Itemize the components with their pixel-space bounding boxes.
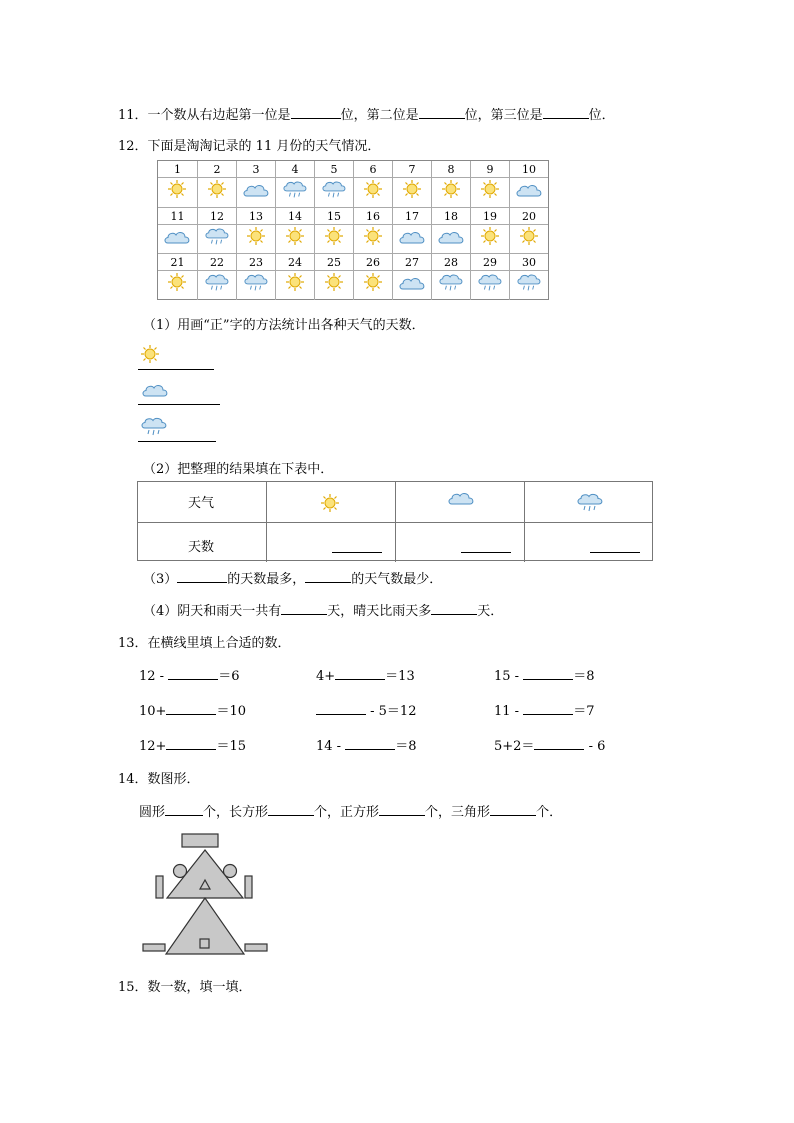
question-12-title (118, 135, 380, 154)
question-text: 下面是淘淘记录的 11 月份的天气情况． (147, 139, 381, 154)
question-text: （3） (143, 572, 178, 587)
calendar-day (158, 208, 197, 254)
figure-rectangle (245, 876, 252, 898)
day-number: 17 (393, 209, 431, 225)
cloud-icon (437, 228, 465, 250)
cloud-icon (242, 181, 270, 203)
sun-icon (363, 179, 383, 203)
answer-blank[interactable] (168, 667, 218, 680)
calendar-day (197, 208, 236, 254)
equation: 14 - ＝8 (316, 739, 417, 754)
equation: 12 - ＝6 (139, 669, 240, 684)
question-text: 位． (588, 108, 615, 123)
sun-icon (320, 493, 340, 517)
shape-count-line: 圆形 个，长方形 个，正方形 个，三角形 个． (139, 805, 563, 820)
question-number: 13． (118, 636, 148, 651)
rain-icon (322, 179, 346, 205)
day-number: 11 (158, 209, 197, 225)
equation: 5+2＝ - 6 (494, 739, 606, 754)
table-row (138, 522, 652, 562)
sun-icon (363, 226, 383, 250)
day-number: 20 (510, 209, 548, 225)
sun-icon (324, 272, 344, 296)
sun-icon (324, 226, 344, 250)
calendar-day (275, 208, 314, 254)
equation: - 5＝12 (316, 700, 416, 719)
calendar-day (314, 161, 353, 207)
sun-icon (285, 226, 305, 250)
sun-icon (519, 226, 539, 250)
calendar-day (509, 254, 548, 300)
day-number: 16 (354, 209, 392, 225)
question-text: 数图形． (147, 772, 200, 787)
table-cell (524, 522, 653, 562)
calendar-day (392, 208, 431, 254)
calendar-day (158, 254, 197, 300)
day-number: 27 (393, 255, 431, 271)
calendar-row (158, 161, 548, 207)
sun-icon (167, 272, 187, 296)
question-text: 的天气数最少． (351, 572, 443, 587)
day-number: 9 (471, 162, 509, 178)
calendar-day (470, 161, 509, 207)
sun-icon (441, 179, 461, 203)
day-number: 1 (158, 162, 197, 178)
equation: 15 - ＝8 (494, 669, 595, 684)
sun-icon (480, 179, 500, 203)
sub-question-1: （1）用画“正”字的方法统计出各种天气的天数． (143, 318, 425, 333)
calendar-day (392, 161, 431, 207)
day-number: 28 (432, 255, 470, 271)
sun-icon (140, 344, 160, 364)
tally-line-sun[interactable] (138, 369, 214, 370)
day-number: 24 (276, 255, 314, 271)
answer-blank[interactable] (305, 570, 351, 583)
table-cell (395, 482, 524, 522)
table-cell (266, 522, 395, 562)
rain-icon (439, 272, 463, 298)
answer-blank[interactable] (534, 737, 584, 750)
day-number: 19 (471, 209, 509, 225)
day-number: 12 (198, 209, 236, 225)
equation: 10+ ＝10 (139, 704, 246, 719)
calendar-day (236, 161, 275, 207)
day-number: 26 (354, 255, 392, 271)
question-number: 11． (118, 108, 148, 123)
question-text: 的天数最多， (227, 572, 306, 587)
day-number: 15 (315, 209, 353, 225)
calendar-day (197, 161, 236, 207)
rain-icon (141, 416, 167, 438)
tally-line-rain[interactable] (138, 441, 216, 442)
cloud-icon (141, 382, 169, 398)
table-header-cell (138, 522, 266, 562)
answer-blank[interactable] (461, 552, 511, 553)
calendar-day (431, 208, 470, 254)
equation: 12+ ＝15 (139, 739, 246, 754)
day-number: 23 (237, 255, 275, 271)
day-number: 3 (237, 162, 275, 178)
answer-blank[interactable] (523, 667, 573, 680)
rain-icon (244, 272, 268, 298)
question-text: 天，晴天比雨天多 (327, 604, 432, 619)
question-11 (118, 104, 615, 123)
shape-figure (140, 830, 270, 962)
day-number: 21 (158, 255, 197, 271)
calendar-day (353, 208, 392, 254)
equation: 4+ ＝13 (316, 669, 415, 684)
sun-icon (363, 272, 383, 296)
question-text: 位，第二位是 (340, 108, 419, 123)
calendar-day (275, 254, 314, 300)
calendar-row (158, 253, 548, 300)
rain-icon (577, 492, 603, 518)
tally-line-cloud[interactable] (138, 404, 220, 405)
figure-triangle (166, 898, 244, 954)
question-text: 位，第三位是 (464, 108, 543, 123)
day-number: 30 (510, 255, 548, 271)
day-number: 13 (237, 209, 275, 225)
day-number: 8 (432, 162, 470, 178)
equation: 11 - ＝7 (494, 704, 595, 719)
table-row (138, 482, 652, 523)
table-cell (266, 482, 395, 522)
question-13-title (118, 632, 291, 651)
day-number: 7 (393, 162, 431, 178)
answer-blank[interactable] (281, 602, 327, 615)
question-text: 数一数，填一填． (147, 980, 252, 995)
figure-rectangle (245, 944, 267, 951)
question-15-title (118, 976, 252, 995)
sub-question-2: （2）把整理的结果填在下表中． (143, 462, 334, 477)
rain-icon (517, 272, 541, 298)
calendar-day (236, 254, 275, 300)
sun-icon (480, 226, 500, 250)
rain-icon (205, 226, 229, 252)
day-number: 2 (198, 162, 236, 178)
rain-icon (478, 272, 502, 298)
calendar-day (431, 161, 470, 207)
question-number: 12． (118, 139, 148, 154)
weather-calendar (157, 160, 549, 300)
question-number: 15． (118, 980, 148, 995)
calendar-day (353, 254, 392, 300)
question-14-title (118, 768, 200, 787)
cloud-icon (447, 490, 475, 510)
answer-blank[interactable] (165, 803, 203, 816)
day-number: 29 (471, 255, 509, 271)
calendar-day (392, 254, 431, 300)
table-header-cell (138, 482, 266, 522)
day-number: 6 (354, 162, 392, 178)
question-text: （4）阴天和雨天一共有 (143, 604, 282, 619)
rain-icon (283, 179, 307, 205)
answer-blank[interactable] (335, 667, 385, 680)
table-cell (524, 482, 653, 522)
day-number: 14 (276, 209, 314, 225)
calendar-day (509, 161, 548, 207)
day-number: 18 (432, 209, 470, 225)
calendar-day (431, 254, 470, 300)
answer-blank[interactable] (177, 570, 227, 583)
calendar-day (236, 208, 275, 254)
question-number: 14． (118, 772, 148, 787)
table-label: 天气 (188, 496, 215, 511)
answer-blank[interactable] (316, 702, 366, 715)
calendar-day (509, 208, 548, 254)
calendar-row (158, 207, 548, 254)
day-number: 4 (276, 162, 314, 178)
answer-blank[interactable] (268, 803, 314, 816)
rain-icon (205, 272, 229, 298)
answer-blank[interactable] (166, 737, 216, 750)
calendar-day (314, 208, 353, 254)
calendar-day (158, 161, 197, 207)
sub-question-4 (143, 600, 503, 619)
figure-rectangle (143, 944, 165, 951)
answer-blank[interactable] (332, 552, 382, 553)
figure-rectangle (182, 834, 218, 847)
calendar-day (314, 254, 353, 300)
calendar-day (470, 254, 509, 300)
answer-blank[interactable] (345, 737, 395, 750)
sub-question-3 (143, 568, 442, 587)
answer-blank[interactable] (490, 803, 536, 816)
table-cell (395, 522, 524, 562)
answer-blank[interactable] (523, 702, 573, 715)
answer-blank[interactable] (543, 106, 589, 119)
cloud-icon (515, 181, 543, 203)
calendar-day (470, 208, 509, 254)
day-number: 22 (198, 255, 236, 271)
day-number: 5 (315, 162, 353, 178)
result-table (137, 481, 653, 561)
question-text: 天． (477, 604, 504, 619)
table-label: 天数 (188, 540, 215, 555)
day-number: 10 (510, 162, 548, 178)
sun-icon (167, 179, 187, 203)
cloud-icon (163, 228, 191, 250)
sun-icon (246, 226, 266, 250)
cloud-icon (398, 228, 426, 250)
calendar-day (275, 161, 314, 207)
answer-blank[interactable] (291, 106, 341, 119)
question-text: 在横线里填上合适的数． (147, 636, 291, 651)
sun-icon (402, 179, 422, 203)
day-number: 25 (315, 255, 353, 271)
calendar-day (353, 161, 392, 207)
answer-blank[interactable] (431, 602, 477, 615)
answer-blank[interactable] (379, 803, 425, 816)
cloud-icon (398, 274, 426, 296)
calendar-day (197, 254, 236, 300)
answer-blank[interactable] (419, 106, 465, 119)
sun-icon (207, 179, 227, 203)
figure-rectangle (156, 876, 163, 898)
sun-icon (285, 272, 305, 296)
answer-blank[interactable] (166, 702, 216, 715)
answer-blank[interactable] (590, 552, 640, 553)
question-text: 一个数从右边起第一位是 (147, 108, 291, 123)
